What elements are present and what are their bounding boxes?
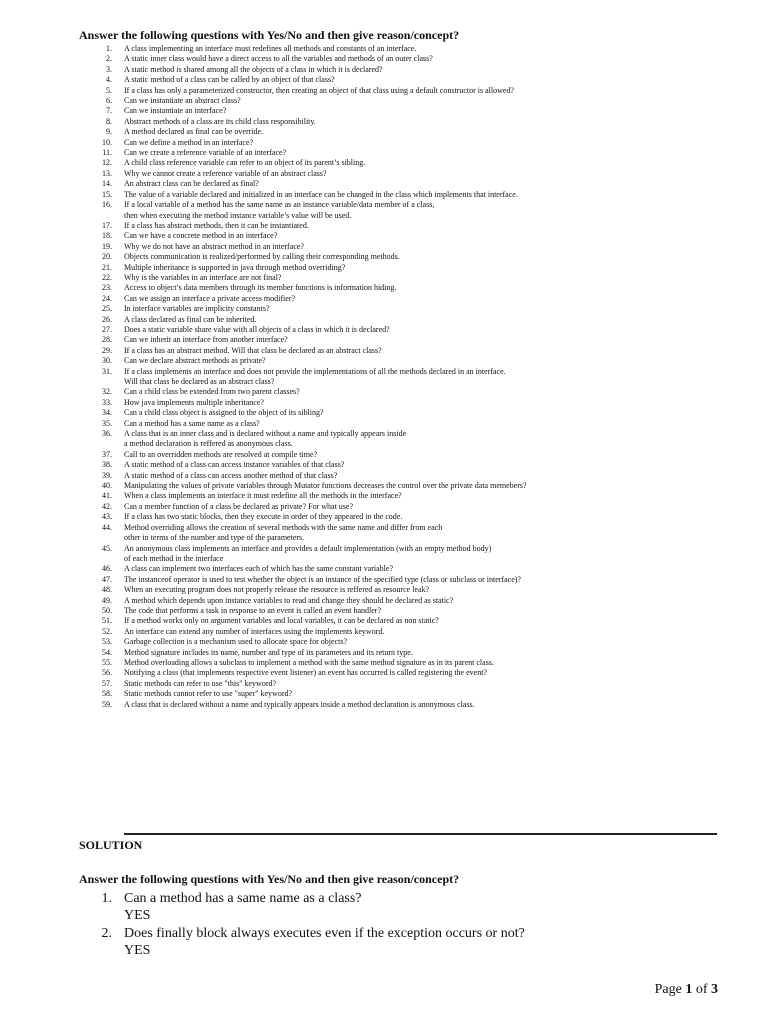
question-text: In interface variables are implicity constants?: [124, 304, 270, 314]
question-number: 38.: [102, 460, 112, 470]
question-text: A static method of a class can be called by an object of that class?: [124, 75, 335, 85]
question-number: 30.: [102, 356, 112, 366]
question-number: 44.: [102, 522, 112, 532]
question-number: 33.: [102, 397, 112, 407]
question-number: 43.: [102, 512, 112, 522]
question-item: [88, 294, 728, 304]
question-item: [88, 367, 728, 388]
question-text: A class implementing an interface must redefines all methods and constants of an interface.: [124, 44, 417, 53]
question-text: Static methods cannot refer to use "super" keyword?: [124, 689, 293, 699]
question-number: 47.: [102, 574, 112, 584]
question-text: Can a method has a same name as a class?: [124, 418, 260, 428]
question-text: Why we cannot create a reference variable of an abstract class?: [124, 168, 327, 178]
question-number: 31.: [102, 366, 112, 376]
question-number: 54.: [102, 647, 112, 657]
question-item: [88, 679, 728, 689]
question-text: Method overriding allows the creation of several methods with the same name and differ from each other in terms of the number and type of the parameters.: [124, 522, 443, 543]
question-number: 3.: [106, 64, 112, 74]
question-item: [88, 75, 728, 85]
question-number: 29.: [102, 345, 112, 355]
question-text: Objects communication is realized/performed by calling their corresponding methods.: [124, 252, 400, 262]
question-number: 58.: [102, 689, 112, 699]
question-number: 39.: [102, 470, 112, 480]
question-text: Multiple inheritance is supported in java through method overriding?: [124, 262, 346, 272]
question-text: Manipulating the values of private variables through Mutator functions decreases the control over the private data memebers?: [124, 481, 527, 491]
question-item: [88, 86, 728, 96]
question-item: [88, 158, 728, 168]
question-item: [88, 606, 728, 616]
question-item: [88, 242, 728, 252]
question-text: If a class has only a parameterized constructor, then creating an object of that class using a default constructor is allowed?: [124, 85, 514, 95]
footer-prefix: Page: [654, 982, 686, 997]
question-item: [88, 346, 728, 356]
question-number: 1.: [106, 44, 112, 53]
question-text: Call to an overridden methods are resolved at compile time?: [124, 449, 318, 459]
question-number: 40.: [102, 481, 112, 491]
question-text: Can a child class object is assigned to the object of its sibling?: [124, 408, 324, 418]
solution-heading: Answer the following questions with Yes/No and then give reason/concept?: [79, 872, 460, 886]
question-text: An interface can extend any number of interfaces using the implements keyword.: [124, 626, 385, 636]
question-item: [88, 169, 728, 179]
question-number: 34.: [102, 408, 112, 418]
question-item: [88, 252, 728, 262]
question-number: 14.: [102, 179, 112, 189]
question-item: [88, 544, 728, 565]
question-text: How java implements multiple inheritance?: [124, 397, 264, 407]
question-item: [88, 190, 728, 200]
question-number: 48.: [102, 585, 112, 595]
question-number: 36.: [102, 429, 112, 439]
question-text: When a class implements an interface it must redefine all the methods in the interface?: [124, 491, 402, 501]
question-text: Can a member function of a class be declared as private? For what use?: [124, 501, 354, 511]
question-item: [88, 450, 728, 460]
question-item: [88, 96, 728, 106]
answer-question-text: Does finally block always executes even if the exception occurs or not?: [124, 926, 525, 941]
question-item: [88, 512, 728, 522]
question-item: [88, 689, 728, 699]
question-text: The value of a variable declared and initialized in an interface can be changed in the class which implements that interface.: [124, 189, 518, 199]
answer-value: YES: [124, 908, 151, 923]
question-item: [88, 117, 728, 127]
question-number: 35.: [102, 418, 112, 428]
question-item: [88, 315, 728, 325]
question-item: [88, 616, 728, 626]
question-number: 15.: [102, 189, 112, 199]
question-number: 18.: [102, 231, 112, 241]
question-number: 26.: [102, 314, 112, 324]
question-number: 27.: [102, 324, 112, 334]
question-text: Can we assign an interface a private access modifier?: [124, 293, 296, 303]
question-text: If a class has an abstract method. Will that class be declared as an abstract class?: [124, 345, 382, 355]
question-item: [88, 273, 728, 283]
total-pages: 3: [711, 982, 718, 997]
answer-body: [124, 890, 362, 924]
question-number: 24.: [102, 293, 112, 303]
question-text: A static method of a class can access another method of that class?: [124, 470, 338, 480]
question-text: A class that is an inner class and is declared without a name and typically appears inside a method declaration is reffered as anonymous class.: [124, 429, 407, 449]
solution-label: SOLUTION: [79, 838, 143, 852]
questions-list: [88, 44, 728, 710]
question-text: A static inner class would have a direct access to all the variables and methods of an outer class?: [124, 54, 433, 64]
question-number: 2.: [106, 54, 112, 64]
question-number: 12.: [102, 158, 112, 168]
answer-item: [88, 890, 525, 924]
question-number: 7.: [106, 106, 112, 116]
question-item: [88, 668, 728, 678]
question-item: [88, 387, 728, 397]
question-text: Can we declare abstract methods as private?: [124, 356, 266, 366]
question-number: 37.: [102, 449, 112, 459]
question-number: 10.: [102, 137, 112, 147]
question-text: If a class implements an interface and does not provide the implementations of all the methods declared in an interface. Will that class be declared as an abstract class?: [124, 366, 506, 386]
question-number: 49.: [102, 595, 112, 605]
question-number: 6.: [106, 96, 112, 106]
question-item: [88, 335, 728, 345]
question-item: [88, 304, 728, 314]
question-item: [88, 596, 728, 606]
answer-value: YES: [124, 943, 151, 958]
answer-question-text: Can a method has a same name as a class?: [124, 891, 362, 906]
question-text: Can we inherit an interface from another interface?: [124, 335, 288, 345]
answer-number: 2.: [101, 926, 112, 941]
question-number: 11.: [102, 148, 112, 158]
question-text: A class declared as final can be inherited.: [124, 314, 257, 324]
question-item: [88, 54, 728, 64]
question-number: 8.: [106, 116, 112, 126]
question-number: 16.: [102, 200, 112, 210]
question-text: Can we create a reference variable of an interface?: [124, 148, 287, 158]
question-text: Can we instantiate an abstract class?: [124, 96, 241, 106]
question-text: A class that is declared without a name and typically appears inside a method declaration is anonymous class.: [124, 699, 475, 709]
question-number: 59.: [102, 699, 112, 709]
question-item: [88, 471, 728, 481]
question-item: [88, 658, 728, 668]
question-text: If a method works only on argument variables and local variables, it can be declared as non static?: [124, 616, 439, 626]
question-item: [88, 648, 728, 658]
questions-heading: Answer the following questions with Yes/No and then give reason/concept?: [79, 28, 460, 42]
question-number: 55.: [102, 657, 112, 667]
question-text: Method overloading allows a subclass to implement a method with the same method signature as in its parent class.: [124, 657, 494, 667]
question-item: [88, 481, 728, 491]
question-item: [88, 491, 728, 501]
question-text: Method signature includes its name, number and type of its parameters and its return type.: [124, 647, 413, 657]
question-text: Can a child class be extended from two parent classes?: [124, 387, 300, 397]
question-item: [88, 637, 728, 647]
question-number: 17.: [102, 220, 112, 230]
question-number: 53.: [102, 637, 112, 647]
question-item: [88, 627, 728, 637]
question-text: A method which depends upon instance variables to read and change they should be declared as static?: [124, 595, 454, 605]
question-item: [88, 564, 728, 574]
question-text: A static method of a class can access instance variables of that class?: [124, 460, 345, 470]
question-text: Can we define a method in an interface?: [124, 137, 254, 147]
question-text: An anonymous class implements an interface and provides a default implementation (with an empty method body) of each method in the interface: [124, 543, 492, 563]
question-item: [88, 700, 728, 710]
answer-number: 1.: [101, 891, 112, 906]
question-text: A static method is shared among all the objects of a class in which it is declared?: [124, 64, 383, 74]
question-number: 4.: [106, 75, 112, 85]
question-text: Abstract methods of a class are its child class responsibility.: [124, 116, 316, 126]
question-number: 46.: [102, 564, 112, 574]
question-number: 23.: [102, 283, 112, 293]
question-text: Does a static variable share value with all objects of a class in which it is declared?: [124, 324, 390, 334]
question-number: 5.: [106, 85, 112, 95]
question-number: 19.: [102, 241, 112, 251]
answer-item: [88, 925, 525, 959]
question-item: [88, 221, 728, 231]
question-item: [88, 106, 728, 116]
question-item: [88, 460, 728, 470]
question-text: Why we do not have an abstract method in an interface?: [124, 241, 304, 251]
question-item: [88, 356, 728, 366]
question-number: 50.: [102, 605, 112, 615]
question-item: [88, 419, 728, 429]
question-number: 51.: [102, 616, 112, 626]
question-text: Why is the variables in an interface are not final?: [124, 272, 282, 282]
question-item: [88, 179, 728, 189]
page-footer: [655, 982, 718, 998]
question-item: [88, 231, 728, 241]
question-item: [88, 44, 728, 54]
question-text: An abstract class can be declared as final?: [124, 179, 259, 189]
question-text: A method declared as final can be override.: [124, 127, 264, 137]
question-text: The code that performs a task in response to an event is called an event handler?: [124, 605, 382, 615]
question-text: The instanceof operator is used to test whether the object is an instance of the specified type (class or subclass or interface)?: [124, 574, 521, 584]
question-number: 52.: [102, 626, 112, 636]
question-number: 45.: [102, 543, 112, 553]
question-item: [88, 523, 728, 544]
answers-list: [88, 890, 525, 960]
question-number: 32.: [102, 387, 112, 397]
question-text: When an executing program does not properly release the resource is reffered as resource leak?: [124, 585, 430, 595]
question-text: If a class has two static blocks, then they execute in order of they appeared in the code.: [124, 512, 403, 522]
question-number: 56.: [102, 668, 112, 678]
question-item: [88, 585, 728, 595]
question-number: 20.: [102, 252, 112, 262]
footer-middle: of: [692, 982, 711, 997]
question-number: 41.: [102, 491, 112, 501]
answer-body: [124, 925, 525, 959]
question-number: 9.: [106, 127, 112, 137]
question-number: 22.: [102, 272, 112, 282]
question-item: [88, 398, 728, 408]
question-item: [88, 200, 728, 221]
question-item: [88, 127, 728, 137]
current-page: 1: [685, 982, 693, 997]
question-number: 42.: [102, 501, 112, 511]
question-text: A class can implement two interfaces each of which has the same constant variable?: [124, 564, 394, 574]
question-item: [88, 283, 728, 293]
question-text: If a local variable of a method has the same name as an instance variable/data member of a class, then when executing the method instance variable’s value will be used.: [124, 200, 435, 220]
question-item: [88, 325, 728, 335]
question-number: 57.: [102, 678, 112, 688]
question-text: Notifying a class (that implements respective event listener) an event has occurred is called registering the event?: [124, 668, 487, 678]
question-number: 13.: [102, 168, 112, 178]
question-item: [88, 138, 728, 148]
question-text: Access to object’s data members through its member functions is information hiding.: [124, 283, 397, 293]
question-item: [88, 148, 728, 158]
question-item: [88, 502, 728, 512]
question-text: Can we instantiate an interface?: [124, 106, 227, 116]
question-number: 28.: [102, 335, 112, 345]
question-number: 21.: [102, 262, 112, 272]
question-number: 25.: [102, 304, 112, 314]
question-text: Garbage collection is a mechanism used to allocate space for objects?: [124, 637, 348, 647]
question-text: Can we have a concrete method in an interface?: [124, 231, 278, 241]
question-item: [88, 65, 728, 75]
section-divider: [124, 833, 717, 835]
question-text: A child class reference variable can refer to an object of its parent’s sibling.: [124, 158, 366, 168]
question-item: [88, 408, 728, 418]
question-text: If a class has abstract methods, then it can be instantiated.: [124, 220, 309, 230]
question-item: [88, 575, 728, 585]
question-item: [88, 263, 728, 273]
question-text: Static methods can refer to use "this" keyword?: [124, 678, 277, 688]
question-item: [88, 429, 728, 450]
